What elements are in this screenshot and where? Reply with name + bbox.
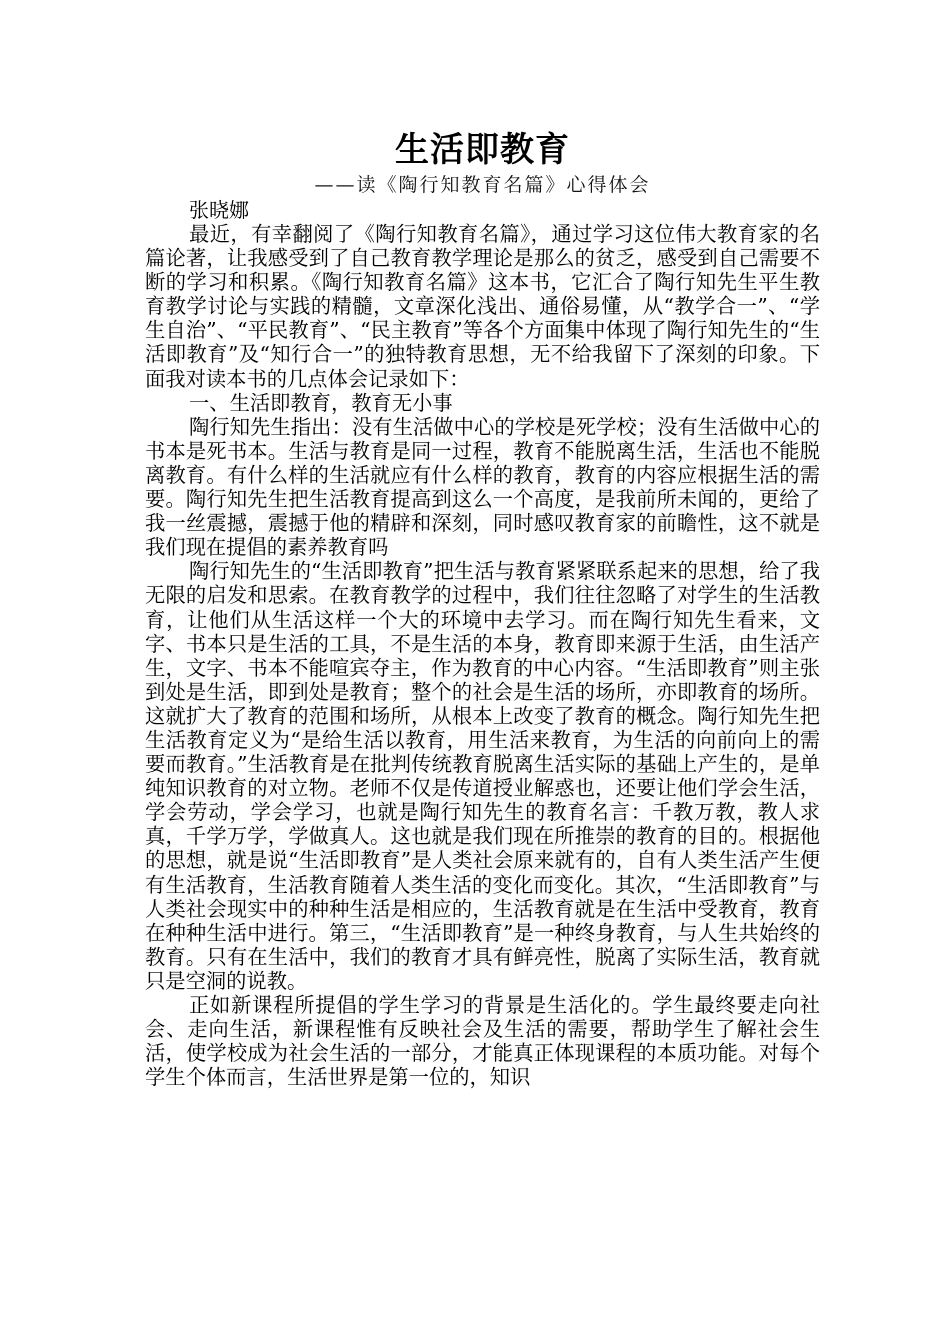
body-paragraph: 正如新课程所提倡的学生学习的背景是生活化的。学生最终要走向社会、走向生活，新课程惟有反映社会及生活的需要，帮助学生了解社会生活，使学校成为社会生活的一部分，才能真正体现课程的本质功能。对每个学生个体而言，生活世界是第一位的，知识 — [145, 993, 820, 1090]
intro-paragraph: 最近，有幸翻阅了《陶行知教育名篇》，通过学习这位伟大教育家的名篇论著，让我感受到了自己教育教学理论是那么的贫乏，感受到自己需要不断的学习和积累。《陶行知教育名篇》这本书，它汇合了陶行知先生平生教育教学讨论与实践的精髓，文章深化浅出、通俗易懂，从“教学合一”、“学生自治”、“平民教育”、“民主教育”等各个方面集中体现了陶行知先生的“生活即教育”及“知行合一”的独特教育思想，无不给我留下了深刻的印象。下面我对读本书的几点体会记录如下： — [145, 222, 820, 391]
document-page — [145, 128, 820, 1089]
document-title: 生活即教育 — [395, 130, 570, 170]
author-name: 张晓娜 — [189, 198, 249, 222]
document-subtitle: ——读《陶行知教育名篇》心得体会 — [314, 174, 651, 196]
body-paragraph: 陶行知先生指出：没有生活做中心的学校是死学校；没有生活做中心的书本是死书本。生活与教育是同一过程，教育不能脱离生活，生活也不能脱离教育。有什么样的生活就应有什么样的教育，教育的内容应根据生活的需要。陶行知先生把生活教育提高到这么一个高度，是我前所未闻的，更给了我一丝震撼，震撼于他的精辟和深刻，同时感叹教育家的前瞻性，这不就是我们现在提倡的素养教育吗 — [145, 414, 820, 560]
section-heading: 一、生活即教育，教育无小事 — [189, 390, 453, 415]
body-paragraph: 陶行知先生的“生活即教育”把生活与教育紧紧联系起来的思想，给了我无限的启发和思索。在教育教学的过程中，我们往往忽略了对学生的生活教育，让他们从生活这样一个大的环境中去学习。而在陶行知先生看来，文字、书本只是生活的工具，不是生活的本身，教育即来源于生活，由生活产生，文字、书本不能喧宾夺主，作为教育的中心内容。“生活即教育”则主张到处是生活，即到处是教育；整个的社会是生活的场所，亦即教育的场所。这就扩大了教育的范围和场所，从根本上改变了教育的概念。陶行知先生把生活教育定义为“是给生活以教育，用生活来教育，为生活的向前向上的需要而教育。”生活教育是在批判传统教育脱离生活实际的基础上产生的，是单纯知识教育的对立物。老师不仅是传道授业解惑也，还要让他们学会生活，学会劳动，学会学习，也就是陶行知先生的教育名言：千教万教，教人求真，千学万学，学做真人。这也就是我们现在所推崇的教育的目的。根据他的思想，就是说“生活即教育”是人类社会原来就有的，自有人类生活产生便有生活教育，生活教育随着人类生活的变化而变化。其次，“生活即教育”与人类社会现实中的种种生活是相应的，生活教育就是在生活中受教育，教育在种种生活中进行。第三，“生活即教育”是一种终身教育，与人生共始终的教育。只有在生活中，我们的教育才具有鲜亮性，脱离了实际生活，教育就只是空洞的说教。 — [145, 559, 820, 993]
